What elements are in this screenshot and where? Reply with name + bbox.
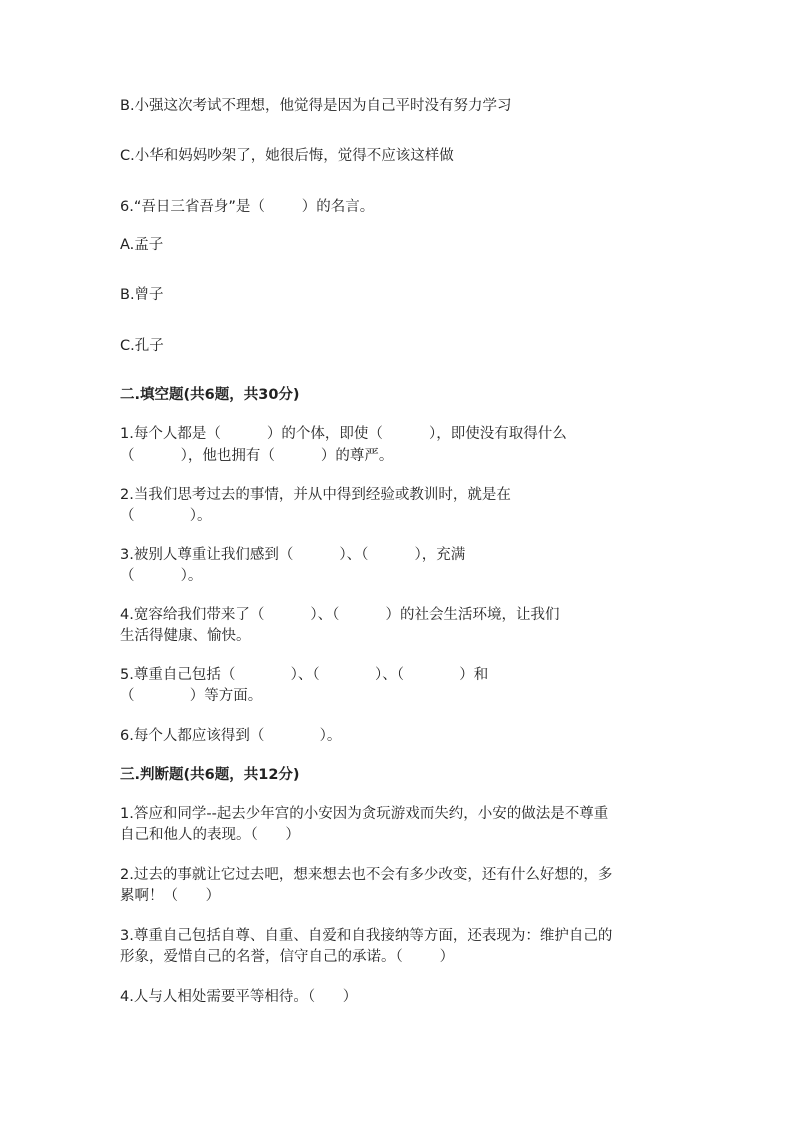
q5-option-b: B.小强这次考试不理想，他觉得是因为自己平时没有努力学习	[120, 98, 512, 114]
q6-option-b: B.曾子	[120, 287, 164, 303]
fill-q3-line1: 3.被别人尊重让我们感到（ ）、（ ），充满	[120, 547, 466, 563]
judge-q3-line2: 形象，爱惜自己的名誉，信守自己的承诺。（ ）	[120, 949, 455, 965]
fill-q2-line2: （ ）。	[120, 508, 212, 524]
fill-q5-line1: 5.尊重自己包括（ ）、（ ）、（ ）和	[120, 667, 489, 683]
judge-q1-line2: 自己和他人的表现。（ ）	[120, 827, 300, 843]
fill-q1-line1: 1.每个人都是（ ）的个体，即使（ ），即使没有取得什么	[120, 426, 567, 442]
q6-stem: 6.“吾日三省吾身”是（ ）的名言。	[120, 199, 375, 215]
section2-heading: 二.填空题(共6题，共30分)	[120, 387, 300, 403]
q6-option-c: C.孔子	[120, 338, 164, 354]
fill-q4-line1: 4.宽容给我们带来了（ ）、（ ）的社会生活环境，让我们	[120, 607, 560, 623]
fill-q2-line1: 2.当我们思考过去的事情，并从中得到经验或教训时，就是在	[120, 487, 511, 503]
fill-q5-line2: （ ）等方面。	[120, 688, 263, 704]
q6-option-a: A.孟子	[120, 237, 164, 253]
judge-q2-line1: 2.过去的事就让它过去吧，想来想去也不会有多少改变，还有什么好想的，多	[120, 867, 613, 883]
q5-option-c: C.小华和妈妈吵架了，她很后悔，觉得不应该这样做	[120, 148, 454, 164]
judge-q1-line1: 1.答应和同学--起去少年宫的小安因为贪玩游戏而失约，小安的做法是不尊重	[120, 806, 609, 822]
fill-q4-line2: 生活得健康、愉快。	[120, 628, 251, 644]
judge-q2-line2: 累啊！（ ）	[120, 888, 221, 904]
section3-heading: 三.判断题(共6题，共12分)	[120, 767, 300, 783]
judge-q4-line1: 4.人与人相处需要平等相待。（ ）	[120, 989, 358, 1005]
fill-q3-line2: （ ）。	[120, 568, 203, 584]
fill-q1-line2: （ ），他也拥有（ ）的尊严。	[120, 448, 394, 464]
fill-q6-line1: 6.每个人都应该得到（ ）。	[120, 728, 342, 744]
judge-q3-line1: 3.尊重自己包括自尊、自重、自爱和自我接纳等方面，还表现为：维护自己的	[120, 928, 613, 944]
